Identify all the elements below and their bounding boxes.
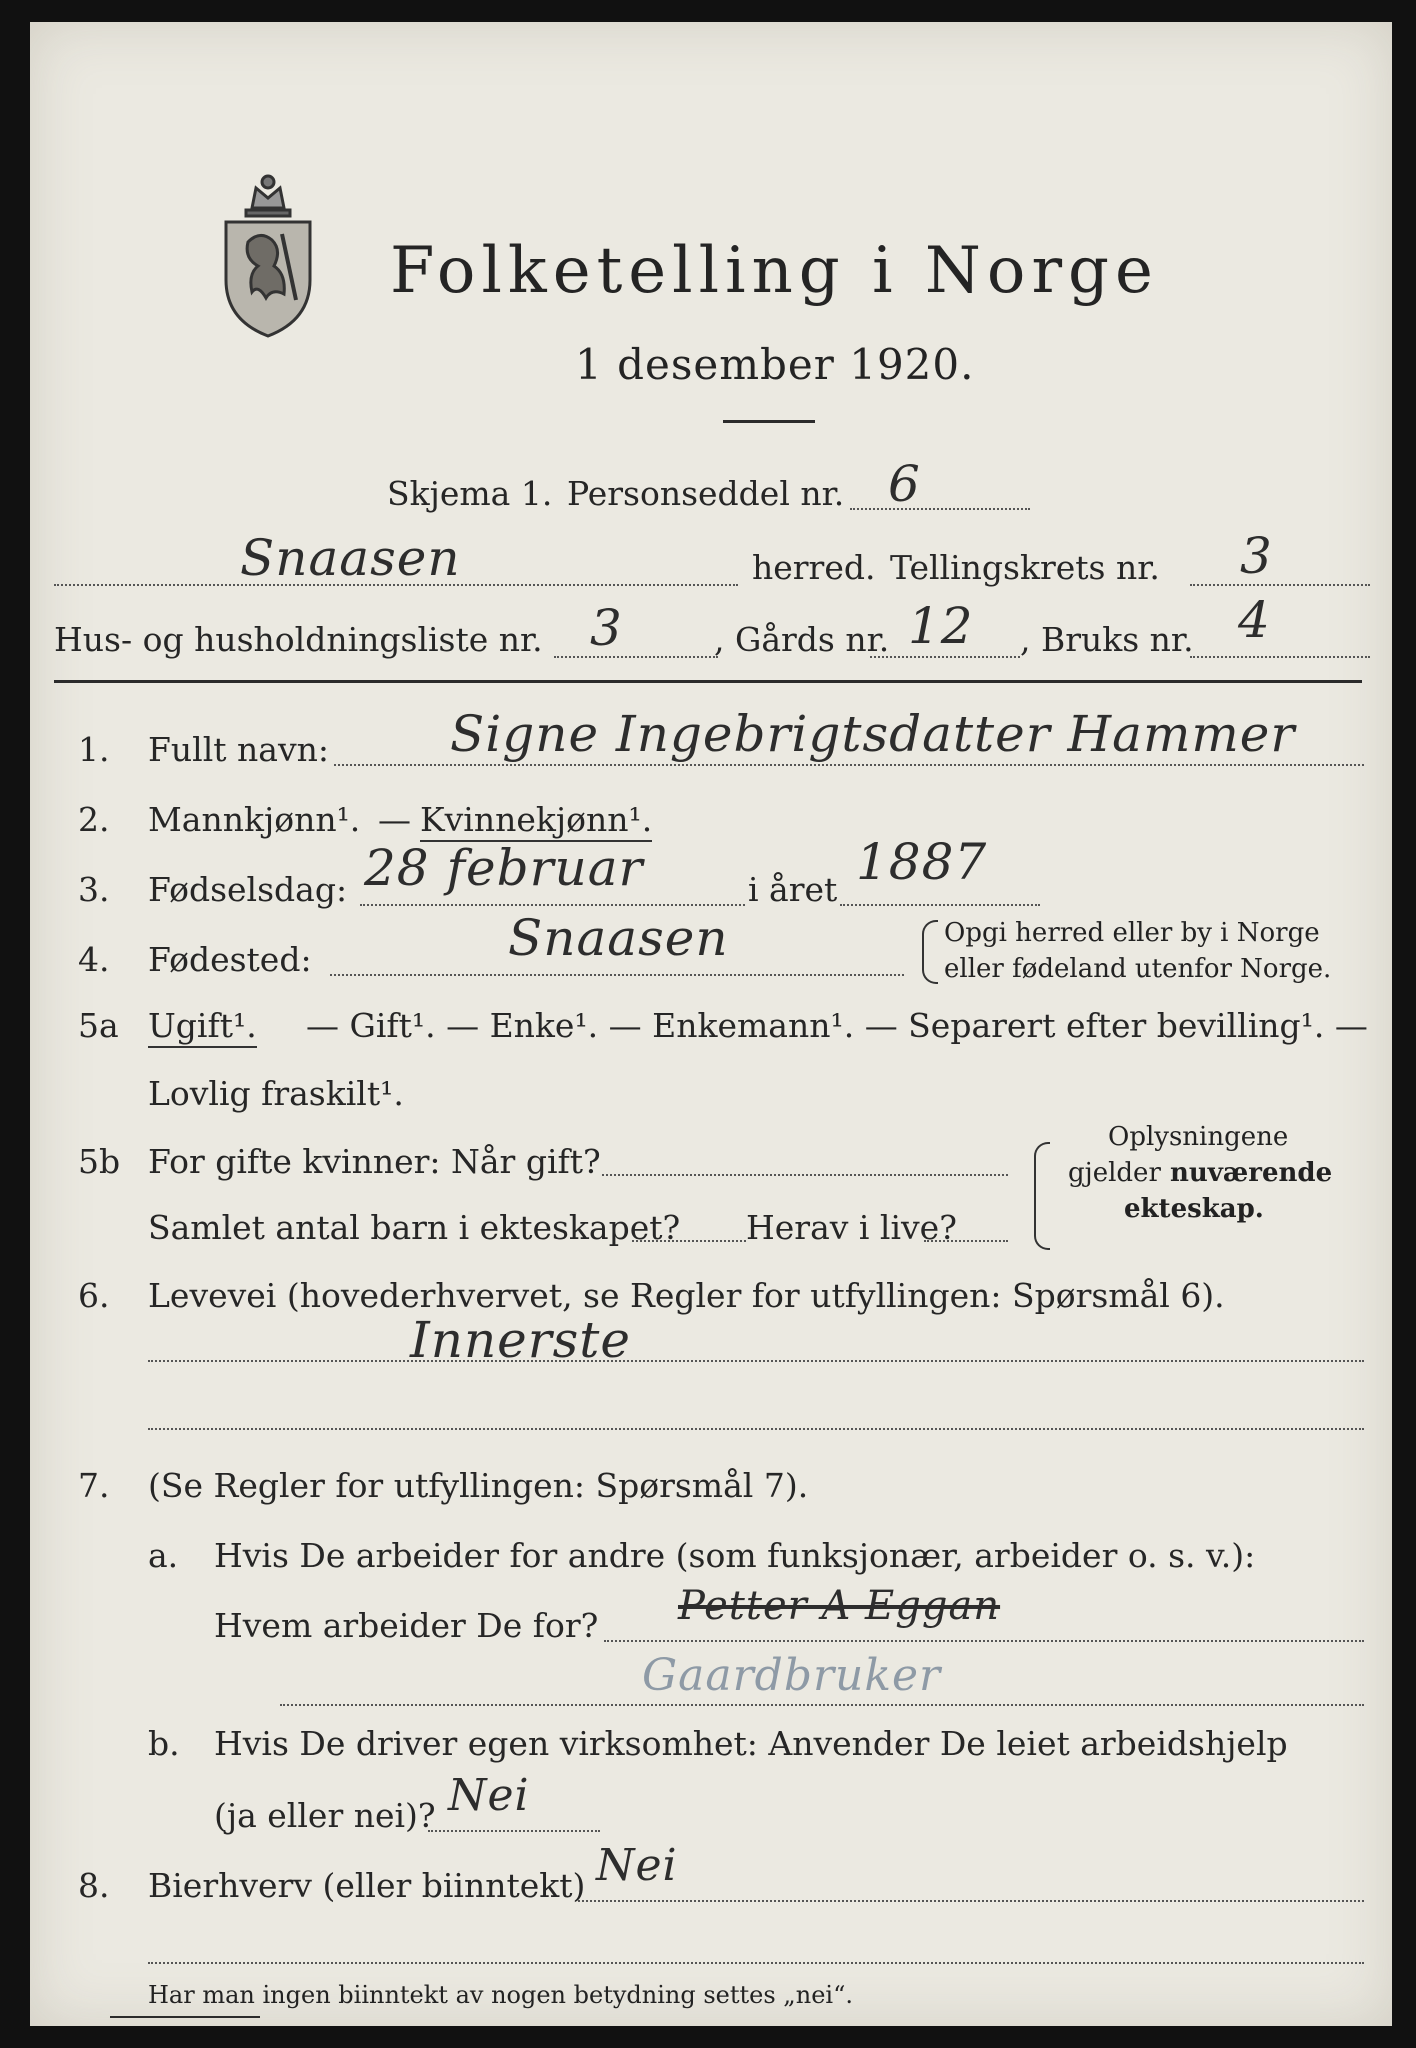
q5b-label: For gifte kvinner: Når gift?: [148, 1142, 601, 1181]
tellingskrets-label: Tellingskrets nr.: [890, 548, 1160, 587]
q5b-alive-label: Herav i live?: [746, 1208, 957, 1247]
q7b-label: Hvis De driver egen virksomhet: Anvender De leiet arbeidshjelp: [214, 1724, 1288, 1763]
skjema-label: Skjema 1.: [387, 474, 553, 513]
q6-label: Levevei (hovederhvervet, se Regler for utfyllingen: Spørsmål 6).: [148, 1276, 1225, 1315]
header-divider: [54, 680, 1362, 683]
q3-birthyear-value[interactable]: 1887: [856, 833, 988, 891]
form-title: Folketelling i Norge: [390, 234, 1159, 308]
footer-rule: [110, 2016, 260, 2018]
herred-label: herred.: [752, 548, 876, 587]
q4-label: Fødested:: [148, 940, 312, 979]
bruks-value[interactable]: 4: [1238, 591, 1271, 649]
q8-label: Bierhverv (eller biinntekt): [148, 1866, 586, 1905]
q8-side-income-value[interactable]: Nei: [596, 1840, 678, 1891]
q5b-note-line-2a: gjelder: [1068, 1158, 1161, 1188]
q7b-letter: b.: [148, 1724, 180, 1763]
q3-number: 3.: [78, 870, 110, 909]
q7a-label: Hvis De arbeider for andre (som funksjonær, arbeider o. s. v.):: [214, 1536, 1256, 1575]
form-date: 1 desember 1920.: [575, 340, 975, 389]
q1-label: Fullt navn:: [148, 730, 329, 769]
bruks-label: , Bruks nr.: [1020, 620, 1194, 659]
q6-occupation-value[interactable]: Innerste: [410, 1311, 631, 1369]
q4-note-line-1: Opgi herred eller by i Norge: [944, 918, 1320, 948]
q4-note-line-2: eller fødeland utenfor Norge.: [944, 954, 1332, 984]
personseddel-label: Personseddel nr.: [567, 474, 845, 513]
q5a-other-options[interactable]: — Gift¹. — Enke¹. — Enkemann¹. — Separert efter bevilling¹. —: [306, 1006, 1368, 1045]
q5b-note-line-2b: nuværende: [1170, 1158, 1333, 1188]
q5a-lovlig-fraskilt[interactable]: Lovlig fraskilt¹.: [148, 1074, 404, 1113]
q7a-who-label: Hvem arbeider De for?: [214, 1606, 599, 1645]
gards-value[interactable]: 12: [908, 597, 974, 655]
q7-number: 7.: [78, 1466, 110, 1505]
q4-number: 4.: [78, 940, 110, 979]
personseddel-value[interactable]: 6: [888, 455, 921, 513]
footer-note: Har man ingen biinntekt av nogen betydning settes „nei“.: [148, 1981, 853, 2009]
q1-number: 1.: [78, 730, 110, 769]
q7b-hired-help-value[interactable]: Nei: [448, 1770, 530, 1821]
q2-female-option[interactable]: Kvinnekjønn¹.: [420, 800, 652, 842]
q6-number: 6.: [78, 1276, 110, 1315]
q3-label: Fødselsdag:: [148, 870, 348, 909]
q4-birthplace-value[interactable]: Snaasen: [508, 909, 729, 967]
q7a-letter: a.: [148, 1536, 179, 1575]
q8-number: 8.: [78, 1866, 110, 1905]
title-divider: [723, 420, 815, 423]
q2-dash: —: [378, 800, 411, 839]
husholdning-label: Hus- og husholdningsliste nr.: [54, 620, 543, 659]
q3-birthdate-value[interactable]: 28 februar: [364, 839, 644, 897]
q1-full-name-value[interactable]: Signe Ingebrigtsdatter Hammer: [450, 705, 1296, 763]
q2-male-option[interactable]: Mannkjønn¹.: [148, 800, 361, 839]
census-form-sheet: [30, 22, 1392, 2026]
q5b-note-line-1: Oplysningene: [1108, 1122, 1289, 1152]
gards-label: , Gårds nr.: [714, 620, 890, 659]
q2-number: 2.: [78, 800, 110, 839]
husholdning-value[interactable]: 3: [590, 599, 623, 657]
q5a-ugift-option[interactable]: Ugift¹.: [148, 1006, 257, 1048]
q7-label: (Se Regler for utfyllingen: Spørsmål 7).: [148, 1466, 809, 1505]
q3-year-label: i året: [748, 870, 838, 909]
norwegian-coat-of-arms-icon: [212, 170, 324, 340]
q7a-employer-value[interactable]: Petter A Eggan: [678, 1583, 1001, 1629]
q7a-employer-title-value[interactable]: Gaardbruker: [642, 1650, 942, 1701]
q5a-number: 5a: [78, 1006, 119, 1045]
tellingskrets-value[interactable]: 3: [1240, 527, 1273, 585]
q7b-label-line-2: (ja eller nei)?: [214, 1796, 436, 1835]
herred-value[interactable]: Snaasen: [240, 529, 461, 587]
q5b-children-label: Samlet antal barn i ekteskapet?: [148, 1208, 681, 1247]
q5b-number: 5b: [78, 1142, 121, 1181]
q5b-note-line-3: ekteskap.: [1124, 1194, 1264, 1224]
